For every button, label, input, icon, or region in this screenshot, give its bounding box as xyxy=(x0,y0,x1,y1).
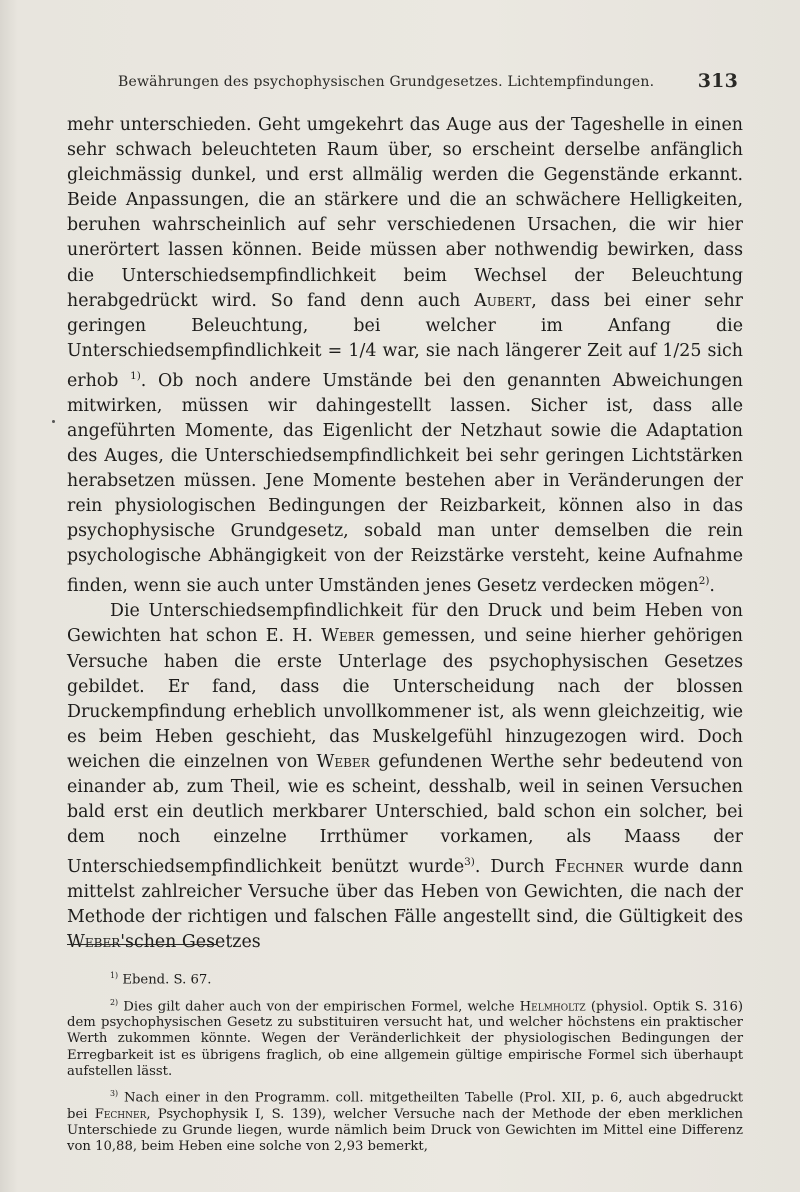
footnote-3 xyxy=(67,1086,743,1155)
footnote-2 xyxy=(67,995,743,1080)
text-run: 1/25 xyxy=(662,340,702,361)
text-run: Nach einer in den Programm. coll. mitgetheilten Tabelle (Prol. XII, p. 6, auch abgedruckt bei xyxy=(67,1090,743,1122)
paragraph-2 xyxy=(67,599,743,955)
author-name: Fechner xyxy=(554,857,624,878)
text-run: Ebend. S. 67. xyxy=(118,972,212,988)
text-run: (physiol. Optik S. 316) dem psychophysischen Gesetz zu substituiren versucht hat, und welcher höchstens ein praktischer Werth zukommen könnte. Wegen der Veränderlichkeit der physiologischen Bedingungen der Erregbarkeit ist es übrigens fraglich, ob eine allgemein gültige empirische Formel sich überhaupt aufstellen lässt. xyxy=(67,998,743,1079)
author-name: Aubert xyxy=(474,290,532,311)
paragraph-1 xyxy=(67,113,743,599)
footnote-rule xyxy=(67,944,217,945)
text-run: Dies gilt daher auch von der empirischen Formel, welche xyxy=(118,998,520,1014)
footnote-1 xyxy=(67,968,743,989)
text-run: . Durch xyxy=(474,857,555,878)
running-header xyxy=(118,70,738,94)
footnote-marker: 1) xyxy=(130,369,141,382)
text-run: 1/4 xyxy=(348,340,377,361)
footnote-marker: 2) xyxy=(110,997,119,1007)
footnotes xyxy=(67,968,743,1155)
page-number: 313 xyxy=(697,70,738,92)
body-text xyxy=(67,113,743,955)
author-name: Helmholtz xyxy=(519,998,586,1014)
author-name: Weber xyxy=(67,932,121,953)
running-title: Bewährungen des psychophysischen Grundgesetzes. Lichtempfindungen. xyxy=(118,74,655,90)
author-name: Fechner xyxy=(94,1106,147,1122)
footnote-marker: 1) xyxy=(110,971,119,980)
text-run: gemessen, und seine hierher gehörigen Versuche haben die erste Unterlage des psychophysischen Gesetzes gebildet. Er fand, dass die Unterscheidung nach der blossen Druckempfindung erheblich unvollkommener ist, als wenn gleichzeitig, wie es beim Heben geschieht, das Muskelgefühl hinzugezogen wird. Doch weichen die einzelnen von xyxy=(67,626,743,772)
text-run: mehr unterschieden. Geht umgekehrt das Auge aus der Tageshelle in einen sehr schwach beleuchteten Raum über, so erscheint derselbe anfänglich gleichmässig dunkel, und erst allmälig werden die Gegenstände erkannt. Beide Anpassungen, die an stärkere und die an schwächere Helligkeiten, beruhen wahrscheinlich auf sehr verschiedenen Ursachen, die wir hier unerörtert lassen können. Beide müssen aber nothwendig bewirken, dass die Unterschiedsempfindlichkeit beim Wechsel der Beleuchtung herabgedrückt wird. So fand denn auch xyxy=(67,115,743,311)
author-name: Weber xyxy=(316,751,370,772)
footnote-marker: 3) xyxy=(464,856,475,869)
scan-speck xyxy=(52,420,55,423)
footnote-marker: 3) xyxy=(110,1089,119,1098)
text-run: war, sie nach längerer Zeit auf xyxy=(376,340,663,361)
text-run: sich erhob xyxy=(67,340,743,391)
text-run: , dass bei einer sehr geringen Beleuchtung, bei welcher im Anfang die Unterschiedsempfindlichkeit = xyxy=(67,290,743,361)
footnote-marker: 2) xyxy=(698,575,710,588)
author-name: Weber xyxy=(321,626,375,647)
text-run: wurde dann mittelst zahlreicher Versuche über das Heben von Gewichten, die nach der Methode der richtigen und falschen Fälle angestellt sind, die Gültigkeit des xyxy=(67,857,744,928)
text-run: , Psychophysik I, S. 139), welcher Versuche nach der Methode der eben merklichen Unterschiede zu Grunde liegen, wurde nämlich beim Druck von Gewichten im Mittel eine Differenz von 10,88, beim Heben eine solche von 2,93 bemerkt, xyxy=(67,1106,744,1154)
text-run: . Ob noch andere Umstände bei den genannten Abweichungen mitwirken, müssen wir dahingestellt lassen. Sicher ist, dass alle angeführten Momente, das Eigenlicht der Netzhaut sowie die Adaptation des Auges, die Unterschiedsempfindlichkeit bei sehr geringen Lichtstärken herabsetzen müssen. Jene Momente bestehen aber in Veränderungen der rein physiologischen Bedingungen der Reizbarkeit, können also in das psychophysische Grundgesetz, sobald man unter demselben die rein psychologische Abhängigkeit von der Reizstärke versteht, keine Aufnahme finden, wenn sie auch unter Umständen jenes Gesetz verdecken mögen xyxy=(67,370,743,597)
text-run: gefundenen Werthe sehr bedeutend von einander ab, zum Theil, wie es scheint, desshalb, weil in seinen Versuchen bald erst ein deutlich merkbarer Unterschied, bald schon ein solcher, bei dem noch einzelne Irrthümer vorkamen, als Maass der Unterschiedsempfindlichkeit benützt wurde xyxy=(67,751,744,878)
text-run: Die Unterschiedsempfindlichkeit für den Druck und beim Heben von Gewichten hat schon E. H. xyxy=(67,601,743,647)
text-run: 'schen Gesetzes xyxy=(120,932,261,953)
text-run: . xyxy=(709,576,715,597)
